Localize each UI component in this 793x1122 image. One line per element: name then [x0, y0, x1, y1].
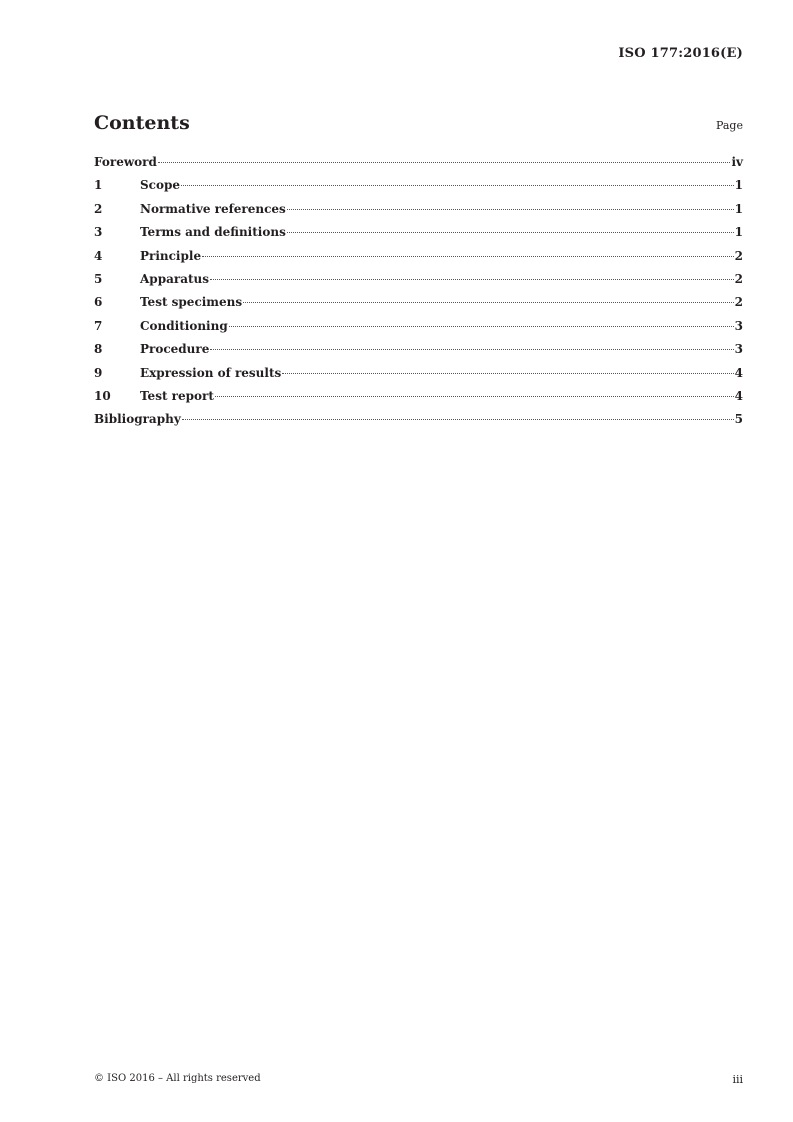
toc-entry-number: 8 [94, 342, 103, 357]
toc-entry-page: iv [731, 155, 743, 169]
toc-leader-dots [229, 326, 734, 327]
toc-leader-dots [243, 302, 734, 303]
toc-leader-dots [158, 162, 731, 163]
toc-leader-dots [210, 279, 734, 280]
page-number: iii [732, 1073, 743, 1086]
toc-entry-number: 4 [94, 248, 103, 263]
toc-leader-dots [287, 209, 734, 210]
toc-entry-page: 5 [734, 412, 743, 427]
toc-entry-number: 9 [94, 365, 103, 380]
toc-leader-dots [210, 349, 733, 350]
toc-entry-number: 3 [94, 225, 103, 240]
toc-entry-terms-and-definitions[interactable] [94, 225, 743, 248]
toc-entry-page: 3 [734, 318, 743, 333]
toc-entry-scope[interactable] [94, 178, 743, 201]
toc-leader-dots [287, 232, 734, 233]
toc-entry-page: 1 [734, 201, 743, 216]
toc-entry-page: 1 [734, 178, 743, 193]
toc-entry-principle[interactable] [94, 249, 743, 272]
toc-entry-test-specimens[interactable] [94, 295, 743, 318]
toc-entry-conditioning[interactable] [94, 319, 743, 342]
toc-entry-page: 4 [734, 388, 743, 403]
toc-entry-title: Terms and definitions [140, 225, 286, 240]
contents-heading: Contents [94, 112, 190, 134]
toc-entry-number: 10 [94, 388, 111, 403]
document-id: ISO 177:2016(E) [618, 46, 743, 61]
toc-entry-page: 4 [734, 365, 743, 380]
toc-entry-number: 2 [94, 201, 103, 216]
toc-leader-dots [181, 185, 734, 186]
page-column-label: Page [715, 119, 743, 132]
toc-entry-title: Principle [140, 248, 202, 263]
copyright-notice: © ISO 2016 – All rights reserved [94, 1073, 261, 1084]
toc-entry-title: Expression of results [140, 365, 282, 380]
toc-leader-dots [282, 373, 733, 374]
toc-entry-title: Normative references [140, 201, 286, 216]
toc-entry-number: 5 [94, 271, 103, 286]
toc-entry-title: Conditioning [140, 318, 228, 333]
toc-entry-normative-references[interactable] [94, 202, 743, 225]
toc-entry-number: 1 [94, 178, 103, 193]
toc-entry-page: 2 [734, 295, 743, 310]
toc-entry-number: 7 [94, 318, 103, 333]
toc-entry-title: Scope [140, 178, 181, 193]
toc-entry-title: Test report [140, 388, 214, 403]
toc-entry-page: 1 [734, 225, 743, 240]
toc-entry-title: Foreword [94, 155, 157, 169]
toc-leader-dots [202, 256, 734, 257]
toc-leader-dots [182, 419, 734, 420]
toc-entry-page: 3 [734, 342, 743, 357]
toc-entry-page: 2 [734, 271, 743, 286]
toc-entry-expression-of-results[interactable] [94, 366, 743, 389]
toc-entry-test-report[interactable] [94, 389, 743, 412]
toc-entry-procedure[interactable] [94, 342, 743, 365]
toc-entry-title: Test specimens [140, 295, 243, 310]
toc-entry-title: Procedure [140, 342, 210, 357]
toc-entry-foreword[interactable] [94, 155, 743, 178]
toc-leader-dots [215, 396, 734, 397]
table-of-contents [94, 155, 743, 436]
toc-entry-title: Bibliography [94, 412, 181, 427]
toc-entry-page: 2 [734, 248, 743, 263]
toc-entry-title: Apparatus [140, 271, 209, 286]
toc-entry-bibliography[interactable] [94, 412, 743, 435]
toc-entry-number: 6 [94, 295, 103, 310]
toc-entry-apparatus[interactable] [94, 272, 743, 295]
